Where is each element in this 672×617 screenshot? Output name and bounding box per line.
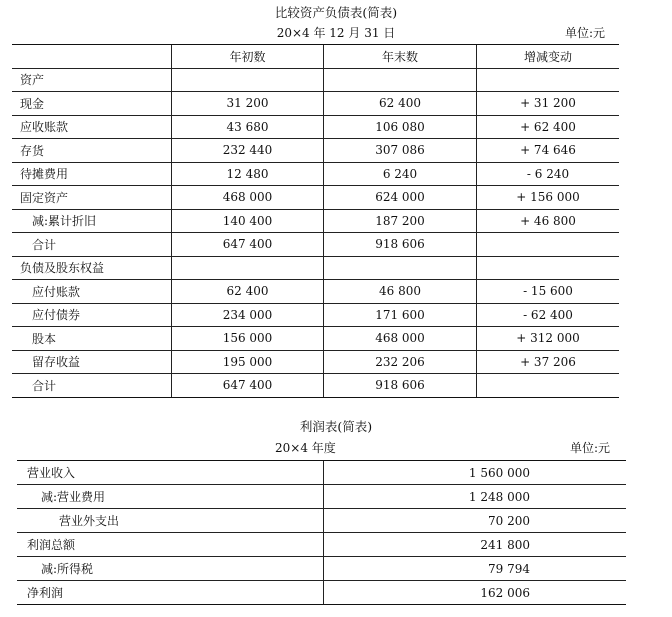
row-label: 待摊费用 [12,162,172,186]
begin-cell: 62 400 [172,280,324,304]
value-cell: 70 200 [324,509,627,533]
table-row [12,92,619,116]
end-cell [324,68,477,92]
table-row [12,139,619,163]
begin-cell: 468 000 [172,186,324,210]
row-label: 存货 [12,139,172,163]
end-cell: 624 000 [324,186,477,210]
income-statement-date: 20×4 年度 [275,441,336,455]
change-cell: - 6 240 [477,162,620,186]
table-row [12,186,619,210]
end-cell: 46 800 [324,280,477,304]
table-row [12,303,619,327]
begin-cell: 195 000 [172,350,324,374]
balance-sheet-unit: 单位:元 [565,26,606,40]
begin-cell: 43 680 [172,115,324,139]
table-row [12,280,619,304]
begin-cell: 140 400 [172,209,324,233]
end-cell: 232 206 [324,350,477,374]
end-cell: 6 240 [324,162,477,186]
table-row [12,256,619,280]
row-label: 营业收入 [17,461,324,485]
begin-cell: 12 480 [172,162,324,186]
row-label: 股本 [12,327,172,351]
header-cell [12,45,172,69]
change-cell: + 74 646 [477,139,620,163]
row-label: 减:营业费用 [17,485,324,509]
income-statement-title: 利润表(简表) [299,419,373,434]
row-label: 应收账款 [12,115,172,139]
change-cell: + 156 000 [477,186,620,210]
row-label: 应付账款 [12,280,172,304]
change-cell: - 15 600 [477,280,620,304]
change-cell [477,374,620,398]
end-cell: 62 400 [324,92,477,116]
begin-cell [172,68,324,92]
end-cell: 918 606 [324,374,477,398]
balance-sheet-date: 20×4 年 12 月 31 日 [276,26,396,40]
table-row [12,233,619,257]
row-label: 应付债券 [12,303,172,327]
table-row [12,209,619,233]
table-row [17,581,626,605]
row-label: 固定资产 [12,186,172,210]
row-label: 减:所得税 [17,557,324,581]
table-row [12,327,619,351]
table-row [12,68,619,92]
row-label: 利润总额 [17,533,324,557]
income-statement-unit: 单位:元 [570,441,611,455]
change-cell: + 62 400 [477,115,620,139]
begin-cell: 234 000 [172,303,324,327]
table-row [17,485,626,509]
table-row [17,533,626,557]
end-cell: 106 080 [324,115,477,139]
value-cell: 1 248 000 [324,485,627,509]
income-statement-table [17,460,626,605]
begin-cell [172,256,324,280]
table-row [12,374,619,398]
row-label: 合计 [12,233,172,257]
value-cell: 241 800 [324,533,627,557]
change-cell [477,233,620,257]
begin-cell: 156 000 [172,327,324,351]
header-cell: 年初数 [172,45,324,69]
value-cell: 79 794 [324,557,627,581]
begin-cell: 232 440 [172,139,324,163]
change-cell: + 37 206 [477,350,620,374]
table-row [17,509,626,533]
change-cell: + 31 200 [477,92,620,116]
header-cell: 年末数 [324,45,477,69]
row-label: 合计 [12,374,172,398]
row-label: 负债及股东权益 [12,256,172,280]
end-cell: 187 200 [324,209,477,233]
row-label: 现金 [12,92,172,116]
row-label: 资产 [12,68,172,92]
value-cell: 1 560 000 [324,461,627,485]
row-label: 减:累计折旧 [12,209,172,233]
table-row [17,557,626,581]
change-cell: + 312 000 [477,327,620,351]
begin-cell: 647 400 [172,374,324,398]
row-label: 营业外支出 [17,509,324,533]
balance-sheet-table [12,44,619,398]
end-cell: 307 086 [324,139,477,163]
balance-sheet-title: 比较资产负债表(简表) [274,5,398,20]
header-cell: 增减变动 [477,45,620,69]
change-cell [477,68,620,92]
change-cell [477,256,620,280]
value-cell: 162 006 [324,581,627,605]
change-cell: + 46 800 [477,209,620,233]
row-label: 留存收益 [12,350,172,374]
table-header-row [12,45,619,69]
end-cell: 918 606 [324,233,477,257]
table-row [12,350,619,374]
table-row [12,115,619,139]
table-row [12,162,619,186]
change-cell: - 62 400 [477,303,620,327]
begin-cell: 647 400 [172,233,324,257]
begin-cell: 31 200 [172,92,324,116]
table-row [17,461,626,485]
end-cell [324,256,477,280]
row-label: 净利润 [17,581,324,605]
end-cell: 171 600 [324,303,477,327]
end-cell: 468 000 [324,327,477,351]
